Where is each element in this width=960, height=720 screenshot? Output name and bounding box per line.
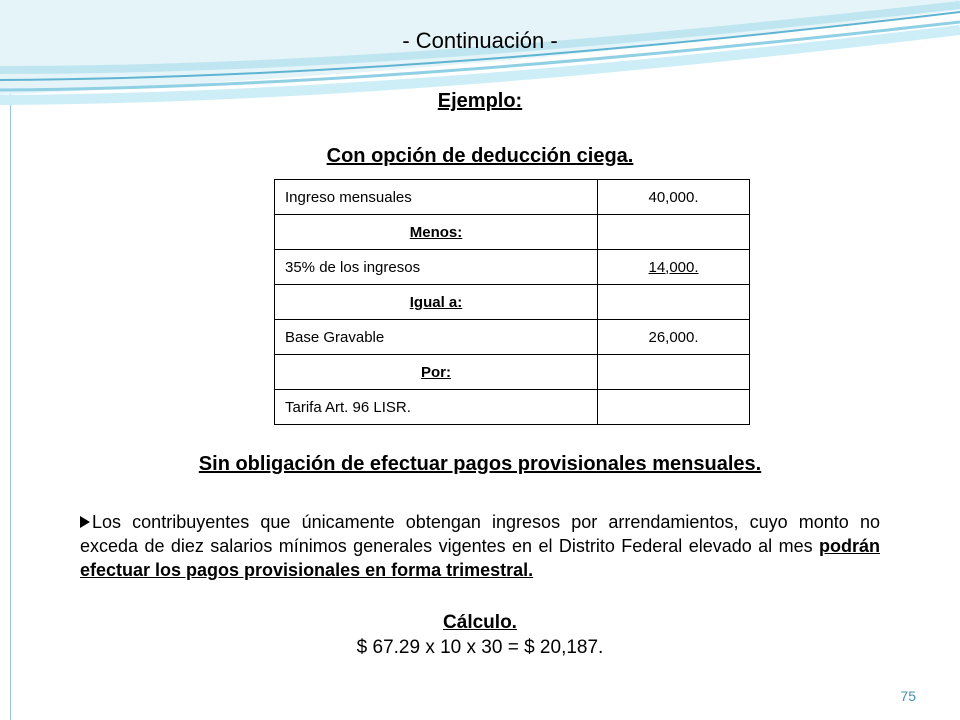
row-label: Tarifa Art. 96 LISR.	[275, 390, 598, 425]
row-value	[598, 390, 750, 425]
row-label: 35% de los ingresos	[275, 250, 598, 285]
table-row	[275, 250, 750, 285]
table-row	[275, 180, 750, 215]
table-row	[275, 285, 750, 320]
row-value: 26,000.	[598, 320, 750, 355]
section-heading: Sin obligación de efectuar pagos provisionales mensuales.	[198, 453, 762, 475]
arrow-bullet-icon	[80, 510, 92, 534]
table-row	[275, 355, 750, 390]
paragraph-text: Los contribuyentes que únicamente obtengan ingresos por arrendamientos, cuyo monto no exceda de diez salarios mínimos generales vigentes en el Distrito Federal elevado al mes	[80, 512, 880, 556]
bullet-paragraph	[80, 510, 880, 582]
row-value	[598, 285, 750, 320]
table-row	[275, 390, 750, 425]
row-value	[598, 355, 750, 390]
example-subheading: Con opción de deducción ciega.	[326, 145, 634, 167]
calculation-formula: $ 67.29 x 10 x 30 = $ 20,187.	[356, 637, 604, 658]
table-row	[275, 215, 750, 250]
row-value: 40,000.	[598, 180, 750, 215]
row-label: Ingreso mensuales	[275, 180, 598, 215]
row-label: Igual a:	[275, 285, 598, 320]
calculation-title: Cálculo.	[443, 612, 517, 633]
row-label: Menos:	[275, 215, 598, 250]
table-row	[275, 320, 750, 355]
deduction-table	[274, 179, 750, 425]
row-label: Base Gravable	[275, 320, 598, 355]
row-value	[598, 215, 750, 250]
page-number: 75	[900, 688, 916, 704]
slide-title: - Continuación -	[402, 28, 558, 53]
row-label: Por:	[275, 355, 598, 390]
example-heading: Ejemplo:	[437, 90, 523, 112]
paragraph-emphasis: podrán efectuar los pagos provisionales en forma trimestral.	[80, 536, 880, 580]
row-value: 14,000.	[598, 250, 750, 285]
